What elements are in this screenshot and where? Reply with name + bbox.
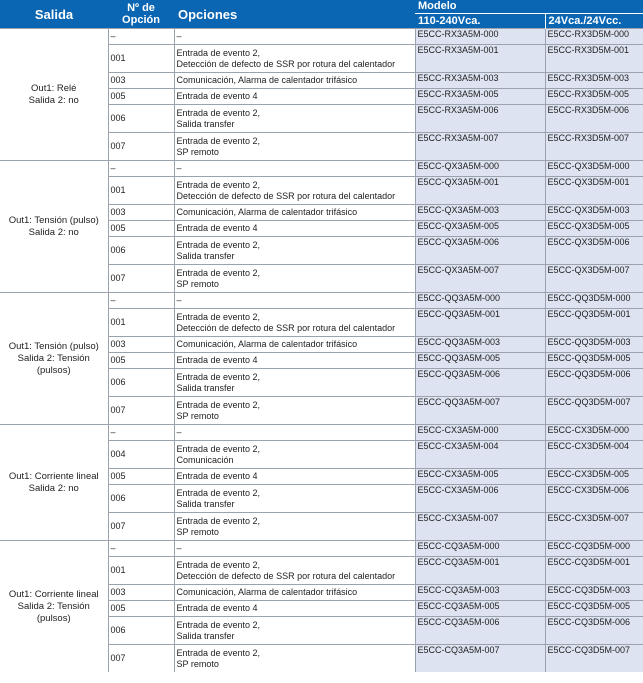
- salida-cell: [0, 425, 108, 541]
- header-opcion: Opción: [122, 14, 160, 26]
- description-line2: Salida transfer: [176, 382, 235, 393]
- model-24v-cell: E5CC-QQ3D5M-005: [545, 353, 643, 369]
- option-description-cell: [174, 133, 415, 161]
- model-24v-cell: E5CC-CQ3D5M-003: [545, 585, 643, 601]
- option-number-cell: 007: [108, 397, 174, 425]
- model-110-240-cell: E5CC-QQ3A5M-003: [415, 337, 545, 353]
- description-line2: Comunicación: [176, 454, 234, 465]
- option-number-cell: –: [108, 425, 174, 441]
- option-description-cell: [174, 397, 415, 425]
- description-line1: Entrada de evento 4: [176, 91, 258, 101]
- model-110-240-cell: E5CC-QQ3A5M-006: [415, 369, 545, 397]
- option-number-cell: 007: [108, 513, 174, 541]
- option-description-cell: [174, 337, 415, 353]
- salida-cell: [0, 293, 108, 425]
- option-number-cell: 007: [108, 133, 174, 161]
- description-line1: –: [176, 163, 182, 173]
- model-110-240-cell: E5CC-QQ3A5M-001: [415, 309, 545, 337]
- table-row: [0, 541, 643, 557]
- option-number-cell: 005: [108, 221, 174, 237]
- salida-cell: [0, 29, 108, 161]
- description-line1: Entrada de evento 2,: [176, 179, 261, 190]
- option-number-cell: 001: [108, 177, 174, 205]
- model-24v-cell: E5CC-QQ3D5M-006: [545, 369, 643, 397]
- model-110-240-cell: E5CC-QX3A5M-000: [415, 161, 545, 177]
- description-line2: Detección de defecto de SSR por rotura del calentador: [176, 322, 396, 333]
- salida-line1: Out1: Relé: [31, 82, 77, 94]
- description-line1: –: [176, 427, 182, 437]
- model-24v-cell: E5CC-RX3D5M-007: [545, 133, 643, 161]
- option-number-cell: 006: [108, 485, 174, 513]
- salida-line2: Salida 2: Tensión (pulsos): [17, 352, 90, 376]
- description-line2: SP remoto: [176, 526, 219, 537]
- option-description-cell: [174, 105, 415, 133]
- description-line1: Entrada de evento 4: [176, 223, 258, 233]
- option-description-cell: [174, 541, 415, 557]
- model-24v-cell: E5CC-CQ3D5M-007: [545, 645, 643, 673]
- option-number-cell: 004: [108, 441, 174, 469]
- description-line2: Detección de defecto de SSR por rotura del calentador: [176, 570, 396, 581]
- description-line2: Salida transfer: [176, 498, 235, 509]
- salida-line2: Salida 2: no: [28, 94, 79, 106]
- description-line1: Entrada de evento 2,: [176, 399, 261, 410]
- table-row: [0, 161, 643, 177]
- description-line1: Comunicación, Alarma de calentador trifásico: [176, 75, 358, 85]
- description-line1: –: [176, 31, 182, 41]
- salida-line1: Out1: Corriente lineal: [8, 470, 99, 482]
- model-110-240-cell: E5CC-CQ3A5M-005: [415, 601, 545, 617]
- option-description-cell: [174, 369, 415, 397]
- table-body: [0, 29, 643, 673]
- option-description-cell: [174, 513, 415, 541]
- salida-cell: [0, 161, 108, 293]
- header-salida: Salida: [0, 0, 108, 29]
- option-description-cell: [174, 89, 415, 105]
- model-24v-cell: E5CC-QX3D5M-001: [545, 177, 643, 205]
- option-number-cell: 001: [108, 309, 174, 337]
- description-line2: Salida transfer: [176, 250, 235, 261]
- description-line1: Entrada de evento 2,: [176, 443, 261, 454]
- option-description-cell: [174, 237, 415, 265]
- description-line1: Entrada de evento 4: [176, 471, 258, 481]
- option-description-cell: [174, 293, 415, 309]
- option-description-cell: [174, 441, 415, 469]
- model-110-240-cell: E5CC-CQ3A5M-003: [415, 585, 545, 601]
- model-24v-cell: E5CC-CX3D5M-000: [545, 425, 643, 441]
- option-number-cell: 003: [108, 73, 174, 89]
- option-number-cell: 003: [108, 337, 174, 353]
- description-line1: Entrada de evento 2,: [176, 267, 261, 278]
- option-description-cell: [174, 309, 415, 337]
- model-24v-cell: E5CC-CQ3D5M-005: [545, 601, 643, 617]
- model-110-240-cell: E5CC-CQ3A5M-006: [415, 617, 545, 645]
- model-110-240-cell: E5CC-RX3A5M-000: [415, 29, 545, 45]
- option-description-cell: [174, 221, 415, 237]
- option-description-cell: [174, 485, 415, 513]
- model-110-240-cell: E5CC-RX3A5M-006: [415, 105, 545, 133]
- header-voltage-110-240: 110-240Vca.: [415, 14, 545, 29]
- option-description-cell: [174, 29, 415, 45]
- salida-line2: Salida 2: no: [28, 482, 79, 494]
- option-number-cell: 003: [108, 205, 174, 221]
- description-line1: Entrada de evento 2,: [176, 47, 261, 58]
- option-description-cell: [174, 601, 415, 617]
- table-row: [0, 293, 643, 309]
- description-line1: Entrada de evento 4: [176, 355, 258, 365]
- option-description-cell: [174, 45, 415, 73]
- option-number-cell: 007: [108, 645, 174, 673]
- model-110-240-cell: E5CC-QX3A5M-007: [415, 265, 545, 293]
- model-24v-cell: E5CC-CX3D5M-006: [545, 485, 643, 513]
- option-number-cell: 001: [108, 45, 174, 73]
- model-24v-cell: E5CC-CX3D5M-007: [545, 513, 643, 541]
- description-line2: SP remoto: [176, 658, 219, 669]
- description-line1: Entrada de evento 2,: [176, 135, 261, 146]
- option-description-cell: [174, 205, 415, 221]
- model-110-240-cell: E5CC-CX3A5M-004: [415, 441, 545, 469]
- model-110-240-cell: E5CC-QQ3A5M-007: [415, 397, 545, 425]
- description-line1: –: [176, 295, 182, 305]
- option-number-cell: 003: [108, 585, 174, 601]
- description-line2: Detección de defecto de SSR por rotura del calentador: [176, 58, 396, 69]
- header-voltage-24: 24Vca./24Vcc.: [545, 14, 643, 29]
- model-24v-cell: E5CC-RX3D5M-003: [545, 73, 643, 89]
- model-110-240-cell: E5CC-CX3A5M-000: [415, 425, 545, 441]
- model-24v-cell: E5CC-CX3D5M-004: [545, 441, 643, 469]
- description-line1: Entrada de evento 2,: [176, 239, 261, 250]
- model-24v-cell: E5CC-QQ3D5M-007: [545, 397, 643, 425]
- description-line2: Salida transfer: [176, 630, 235, 641]
- option-description-cell: [174, 265, 415, 293]
- salida-cell: [0, 541, 108, 673]
- description-line2: Salida transfer: [176, 118, 235, 129]
- description-line1: Entrada de evento 4: [176, 603, 258, 613]
- option-number-cell: 005: [108, 353, 174, 369]
- description-line1: Entrada de evento 2,: [176, 559, 261, 570]
- option-number-cell: 005: [108, 601, 174, 617]
- option-number-cell: 006: [108, 237, 174, 265]
- description-line1: Entrada de evento 2,: [176, 371, 261, 382]
- description-line1: Entrada de evento 2,: [176, 619, 261, 630]
- header-opciones: Opciones: [174, 0, 415, 29]
- option-description-cell: [174, 617, 415, 645]
- description-line1: Entrada de evento 2,: [176, 515, 261, 526]
- option-number-cell: 001: [108, 557, 174, 585]
- model-24v-cell: E5CC-QQ3D5M-001: [545, 309, 643, 337]
- option-description-cell: [174, 585, 415, 601]
- option-number-cell: 005: [108, 89, 174, 105]
- option-description-cell: [174, 645, 415, 673]
- option-number-cell: –: [108, 293, 174, 309]
- model-110-240-cell: E5CC-RX3A5M-007: [415, 133, 545, 161]
- description-line2: SP remoto: [176, 146, 219, 157]
- model-24v-cell: E5CC-RX3D5M-006: [545, 105, 643, 133]
- model-110-240-cell: E5CC-CX3A5M-006: [415, 485, 545, 513]
- option-number-cell: –: [108, 541, 174, 557]
- description-line2: SP remoto: [176, 278, 219, 289]
- model-24v-cell: E5CC-RX3D5M-000: [545, 29, 643, 45]
- model-24v-cell: E5CC-RX3D5M-005: [545, 89, 643, 105]
- model-110-240-cell: E5CC-QX3A5M-003: [415, 205, 545, 221]
- model-24v-cell: E5CC-RX3D5M-001: [545, 45, 643, 73]
- model-110-240-cell: E5CC-QX3A5M-001: [415, 177, 545, 205]
- salida-line1: Out1: Tensión (pulso): [8, 340, 99, 352]
- model-24v-cell: E5CC-CQ3D5M-006: [545, 617, 643, 645]
- model-110-240-cell: E5CC-QQ3A5M-005: [415, 353, 545, 369]
- description-line1: Entrada de evento 2,: [176, 487, 261, 498]
- model-110-240-cell: E5CC-CQ3A5M-001: [415, 557, 545, 585]
- model-24v-cell: E5CC-CQ3D5M-000: [545, 541, 643, 557]
- option-number-cell: –: [108, 29, 174, 45]
- header-numero-opcion: [108, 0, 174, 29]
- model-24v-cell: E5CC-QQ3D5M-003: [545, 337, 643, 353]
- header-modelo: Modelo: [415, 0, 643, 14]
- description-line2: Detección de defecto de SSR por rotura del calentador: [176, 190, 396, 201]
- table-row: [0, 29, 643, 45]
- option-description-cell: [174, 73, 415, 89]
- model-24v-cell: E5CC-CQ3D5M-001: [545, 557, 643, 585]
- model-24v-cell: E5CC-QQ3D5M-000: [545, 293, 643, 309]
- model-110-240-cell: E5CC-RX3A5M-001: [415, 45, 545, 73]
- option-description-cell: [174, 161, 415, 177]
- model-24v-cell: E5CC-QX3D5M-007: [545, 265, 643, 293]
- model-110-240-cell: E5CC-CQ3A5M-000: [415, 541, 545, 557]
- model-110-240-cell: E5CC-CX3A5M-007: [415, 513, 545, 541]
- salida-line1: Out1: Corriente lineal: [8, 588, 99, 600]
- model-24v-cell: E5CC-CX3D5M-005: [545, 469, 643, 485]
- model-24v-cell: E5CC-QX3D5M-006: [545, 237, 643, 265]
- option-description-cell: [174, 177, 415, 205]
- model-110-240-cell: E5CC-QQ3A5M-000: [415, 293, 545, 309]
- description-line1: Comunicación, Alarma de calentador trifásico: [176, 587, 358, 597]
- header-numero-de: Nº de: [127, 2, 155, 14]
- description-line1: Comunicación, Alarma de calentador trifásico: [176, 207, 358, 217]
- option-number-cell: 005: [108, 469, 174, 485]
- model-110-240-cell: E5CC-RX3A5M-005: [415, 89, 545, 105]
- option-description-cell: [174, 557, 415, 585]
- salida-line2: Salida 2: Tensión (pulsos): [17, 600, 90, 624]
- model-110-240-cell: E5CC-CQ3A5M-007: [415, 645, 545, 673]
- model-24v-cell: E5CC-QX3D5M-005: [545, 221, 643, 237]
- option-description-cell: [174, 353, 415, 369]
- salida-line1: Out1: Tensión (pulso): [8, 214, 99, 226]
- model-110-240-cell: E5CC-QX3A5M-005: [415, 221, 545, 237]
- description-line1: Entrada de evento 2,: [176, 647, 261, 658]
- table-row: [0, 425, 643, 441]
- description-line1: Comunicación, Alarma de calentador trifásico: [176, 339, 358, 349]
- option-number-cell: 006: [108, 617, 174, 645]
- option-number-cell: 006: [108, 369, 174, 397]
- table-header: [0, 0, 643, 29]
- option-description-cell: [174, 469, 415, 485]
- option-number-cell: –: [108, 161, 174, 177]
- model-110-240-cell: E5CC-CX3A5M-005: [415, 469, 545, 485]
- option-description-cell: [174, 425, 415, 441]
- model-24v-cell: E5CC-QX3D5M-003: [545, 205, 643, 221]
- model-24v-cell: E5CC-QX3D5M-000: [545, 161, 643, 177]
- description-line2: SP remoto: [176, 410, 219, 421]
- description-line1: Entrada de evento 2,: [176, 107, 261, 118]
- model-110-240-cell: E5CC-RX3A5M-003: [415, 73, 545, 89]
- option-number-cell: 006: [108, 105, 174, 133]
- salida-line2: Salida 2: no: [28, 226, 79, 238]
- option-number-cell: 007: [108, 265, 174, 293]
- description-line1: Entrada de evento 2,: [176, 311, 261, 322]
- model-110-240-cell: E5CC-QX3A5M-006: [415, 237, 545, 265]
- description-line1: –: [176, 543, 182, 553]
